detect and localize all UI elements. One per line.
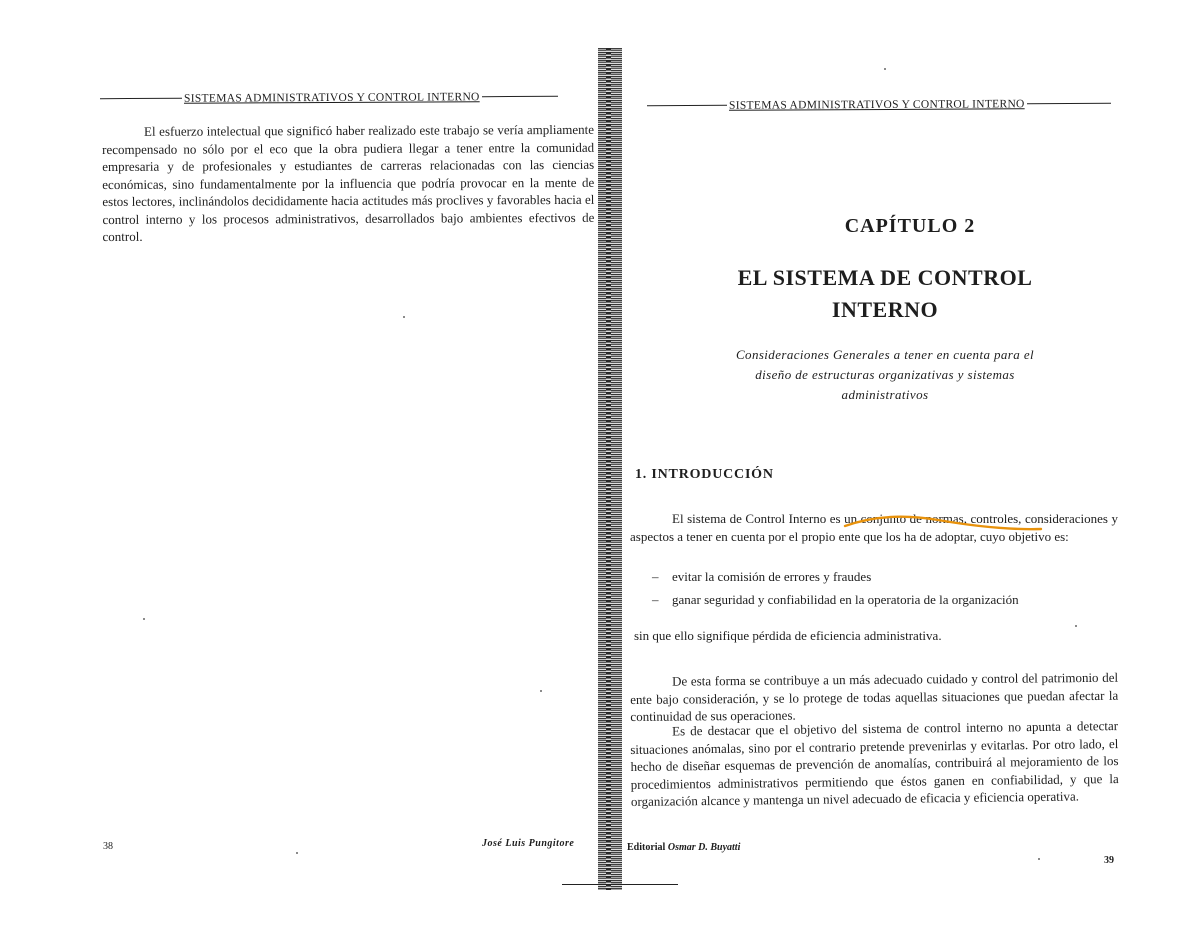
head-rule (100, 98, 182, 99)
intro-paragraph: El sistema de Control Interno es un conjunto de normas, controles, consideraciones y aspectos a tener en cuenta por el propio ente que los ha de adoptar, cuyo objetivo es: (630, 511, 1118, 544)
list-item: – ganar seguridad y confiabilidad en la operatoria de la organización (652, 588, 1019, 611)
head-rule (647, 105, 727, 106)
scan-speck (143, 618, 145, 620)
scan-speck (884, 68, 886, 70)
head-rule (1027, 103, 1111, 104)
page-number: 38 (103, 841, 113, 852)
running-head-text: SISTEMAS ADMINISTRATIVOS Y CONTROL INTERNO (728, 98, 1025, 112)
chapter-subtitle: Consideraciones Generales a tener en cuenta para el diseño de estructuras organizativas y sistemas administrativos (735, 347, 1035, 402)
scan-speck (1038, 858, 1040, 860)
body-paragraph: De esta forma se contribuye a un más adecuado cuidado y control del patrimonio del ente bajo consideración, y se lo protege de todas aquellas situaciones que puedan afectar la continuidad de sus operaciones. (630, 669, 1119, 724)
scan-speck (540, 690, 542, 692)
author-footer: José Luis Pungitore (482, 838, 575, 849)
section-heading: 1. INTRODUCCIÓN (635, 467, 774, 482)
head-rule (482, 96, 558, 97)
chapter-label: CAPÍTULO 2 (844, 215, 976, 237)
publisher-name: Osmar D. Buyatti (667, 842, 741, 853)
right-page (620, 0, 1200, 927)
body-paragraph: El esfuerzo intelectual que significó haber realizado este trabajo se vería ampliamente recompensado no sólo por el eco que la obra pudiera llegar a tener entre la comunidad empresaria y de profesionales y estudiantes de carreras relacionadas con las ciencias económicas, sino fundamentalmente por la influencia que podría provocar en la mente de estos lectores, inclinándolos decididamente hacia actitudes más proclives y favorables hacia el control interno y los procesos administrativos, desarrollados bajo ambientes efectivos de control. (102, 121, 595, 244)
scan-speck (403, 316, 405, 318)
chapter-title: EL SISTEMA DE CONTROL INTERNO (737, 265, 1033, 322)
closing-line: sin que ello signifique pérdida de eficiencia administrativa. (634, 628, 942, 643)
scan-speck (296, 852, 298, 854)
publisher-footer (627, 842, 740, 853)
list-item: – evitar la comisión de errores y fraudes (652, 565, 1019, 588)
page-number: 39 (1104, 855, 1114, 866)
body-paragraph: Es de destacar que el objetivo del sistema de control interno no apunta a detectar situaciones anómalas, sino por el contrario pretende prevenirlas y evitarlas. Por otro lado, el hecho de diseñar esquemas de prevención de anomalías, contribuirá al mejoramiento de los procedimientos administrativos permitiendo que éstos ganen en confiabilidad, y que la organización alcance y mantenga un nivel adecuado de eficacia y eficiencia operativa. (630, 718, 1119, 809)
scan-speck (1075, 625, 1077, 627)
objective-list (652, 565, 1019, 611)
running-head-text: SISTEMAS ADMINISTRATIVOS Y CONTROL INTERNO (183, 91, 480, 105)
book-spine (598, 48, 622, 890)
publisher-label: Editorial (627, 842, 666, 853)
running-head (647, 98, 1111, 112)
running-head (100, 91, 558, 105)
